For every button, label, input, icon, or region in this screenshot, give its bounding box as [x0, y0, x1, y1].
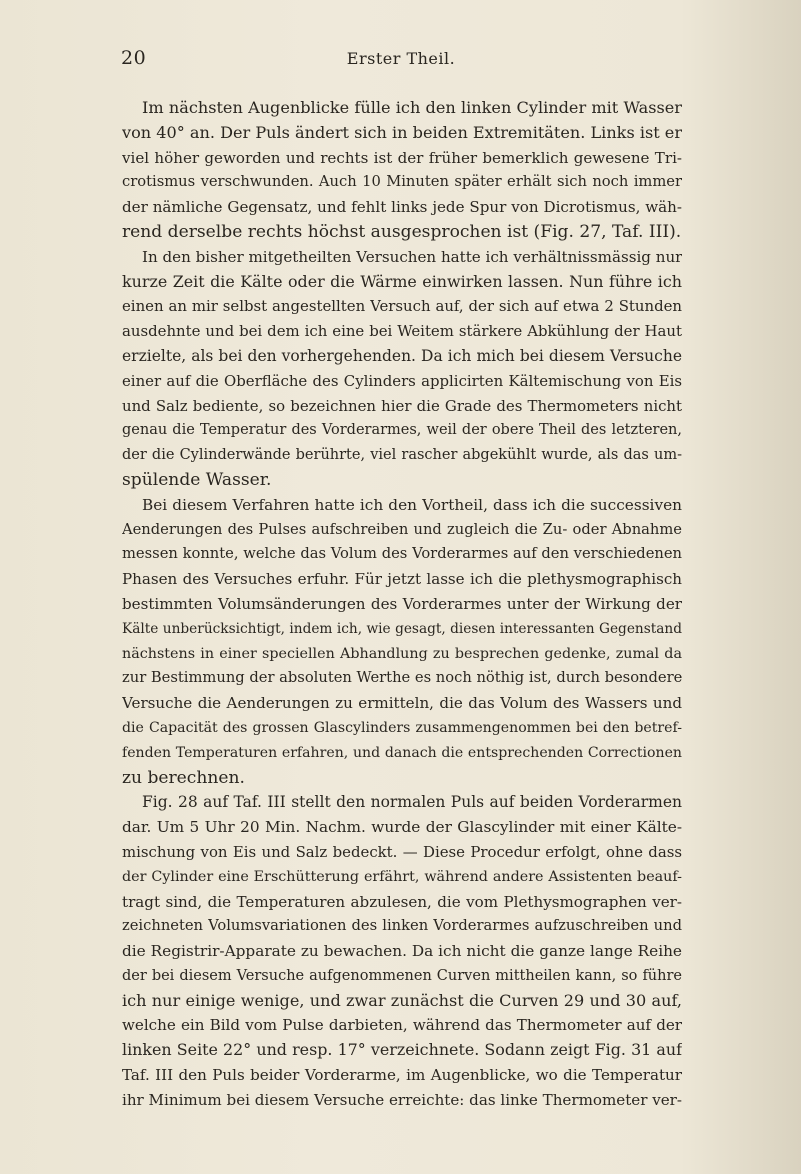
- text-line: rend derselbe rechts höchst ausgesprochen ist (Fig. 27, Taf. III).: [122, 221, 682, 242]
- text-line: crotismus verschwunden. Auch 10 Minuten später erhält sich noch immer: [122, 173, 682, 191]
- text-line: einer auf die Oberfläche des Cylinders applicirten Kältemischung von Eis: [122, 371, 682, 390]
- text-line: Kälte unberücksichtigt, indem ich, wie gesagt, diesen interessanten Gegenstand: [122, 620, 682, 637]
- text-line: bestimmten Volumsänderungen des Vorderarmes unter der Wirkung der: [122, 594, 682, 613]
- text-line: dar. Um 5 Uhr 20 Min. Nachm. wurde der Glascylinder mit einer Kälte-: [122, 818, 682, 837]
- text-line: tragt sind, die Temperaturen abzulesen, die vom Plethysmographen ver-: [122, 892, 682, 911]
- text-line: der Cylinder eine Erschütterung erfährt, während andere Assistenten beauf-: [122, 868, 682, 885]
- text-line: spülende Wasser.: [122, 469, 272, 490]
- text-line: viel höher geworden und rechts ist der früher bemerklich gewesene Tri-: [122, 148, 682, 167]
- text-line: die Capacität des grossen Glascylinders zusammengenommen bei den betref-: [122, 719, 682, 736]
- body-text: [122, 96, 682, 1113]
- running-title: Erster Theil.: [346, 49, 456, 68]
- text-line: Versuche die Aenderungen zu ermitteln, die das Volum des Wassers und: [122, 694, 682, 713]
- text-line: ausdehnte und bei dem ich eine bei Weitem stärkere Abkühlung der Haut: [122, 322, 682, 341]
- text-line: messen konnte, welche das Volum des Vorderarmes auf den verschiedenen: [122, 545, 682, 563]
- text-line: ihr Minimum bei diesem Versuche erreichte: das linke Thermometer ver-: [122, 1090, 682, 1109]
- text-line: Aenderungen des Pulses aufschreiben und zugleich die Zu- oder Abnahme: [122, 520, 682, 538]
- text-line: mischung von Eis und Salz bedeckt. — Diese Procedur erfolgt, ohne dass: [122, 842, 682, 861]
- text-line: Im nächsten Augenblicke fülle ich den linken Cylinder mit Wasser: [142, 98, 682, 117]
- text-line: von 40° an. Der Puls ändert sich in beiden Extremitäten. Links ist er: [122, 122, 682, 142]
- text-line: nächstens in einer speciellen Abhandlung zu besprechen gedenke, zumal da: [122, 645, 682, 662]
- text-line: genau die Temperatur des Vorderarmes, weil der obere Theil des letzteren,: [122, 422, 682, 439]
- page-header: [121, 47, 681, 77]
- text-line: der die Cylinderwände berührte, viel rascher abgekühlt wurde, als das um-: [122, 447, 682, 464]
- text-line: zeichneten Volumsvariationen des linken Vorderarmes aufzuschreiben und: [122, 917, 682, 935]
- text-line: In den bisher mitgetheilten Versuchen hatte ich verhältnissmässig nur: [142, 247, 682, 266]
- text-line: linken Seite 22° und resp. 17° verzeichnete. Sodann zeigt Fig. 31 auf: [122, 1040, 682, 1060]
- text-line: fenden Temperaturen erfahren, und danach die entsprechenden Correctionen: [122, 744, 682, 761]
- text-line: kurze Zeit die Kälte oder die Wärme einwirken lassen. Nun führe ich: [122, 271, 682, 291]
- text-line: ich nur einige wenige, und zwar zunächst die Curven 29 und 30 auf,: [122, 990, 682, 1010]
- text-line: zu berechnen.: [122, 767, 245, 788]
- text-line: und Salz bediente, so bezeichnen hier die Grade des Thermometers nicht: [122, 396, 682, 415]
- text-line: die Registrir-Apparate zu bewachen. Da ich nicht die ganze lange Reihe: [122, 942, 682, 961]
- text-line: Bei diesem Verfahren hatte ich den Vortheil, dass ich die successiven: [142, 495, 682, 514]
- text-line: Fig. 28 auf Taf. III stellt den normalen Puls auf beiden Vorderarmen: [142, 793, 682, 812]
- text-line: der bei diesem Versuche aufgenommenen Curven mittheilen kann, so führe: [122, 967, 682, 984]
- text-line: welche ein Bild vom Pulse darbieten, während das Thermometer auf der: [122, 1016, 682, 1035]
- text-line: Phasen des Versuches erfuhr. Für jetzt lasse ich die plethysmographisch: [122, 570, 682, 589]
- text-line: Taf. III den Puls beider Vorderarme, im Augenblicke, wo die Temperatur: [122, 1066, 682, 1085]
- page-number: 20: [121, 47, 147, 69]
- text-line: der nämliche Gegensatz, und fehlt links jede Spur von Dicrotismus, wäh-: [122, 198, 682, 217]
- text-line: zur Bestimmung der absoluten Werthe es noch nöthig ist, durch besondere: [122, 669, 682, 687]
- text-line: erzielte, als bei den vorhergehenden. Da ich mich bei diesem Versuche: [122, 346, 682, 365]
- text-line: einen an mir selbst angestellten Versuch auf, der sich auf etwa 2 Stunden: [122, 297, 682, 316]
